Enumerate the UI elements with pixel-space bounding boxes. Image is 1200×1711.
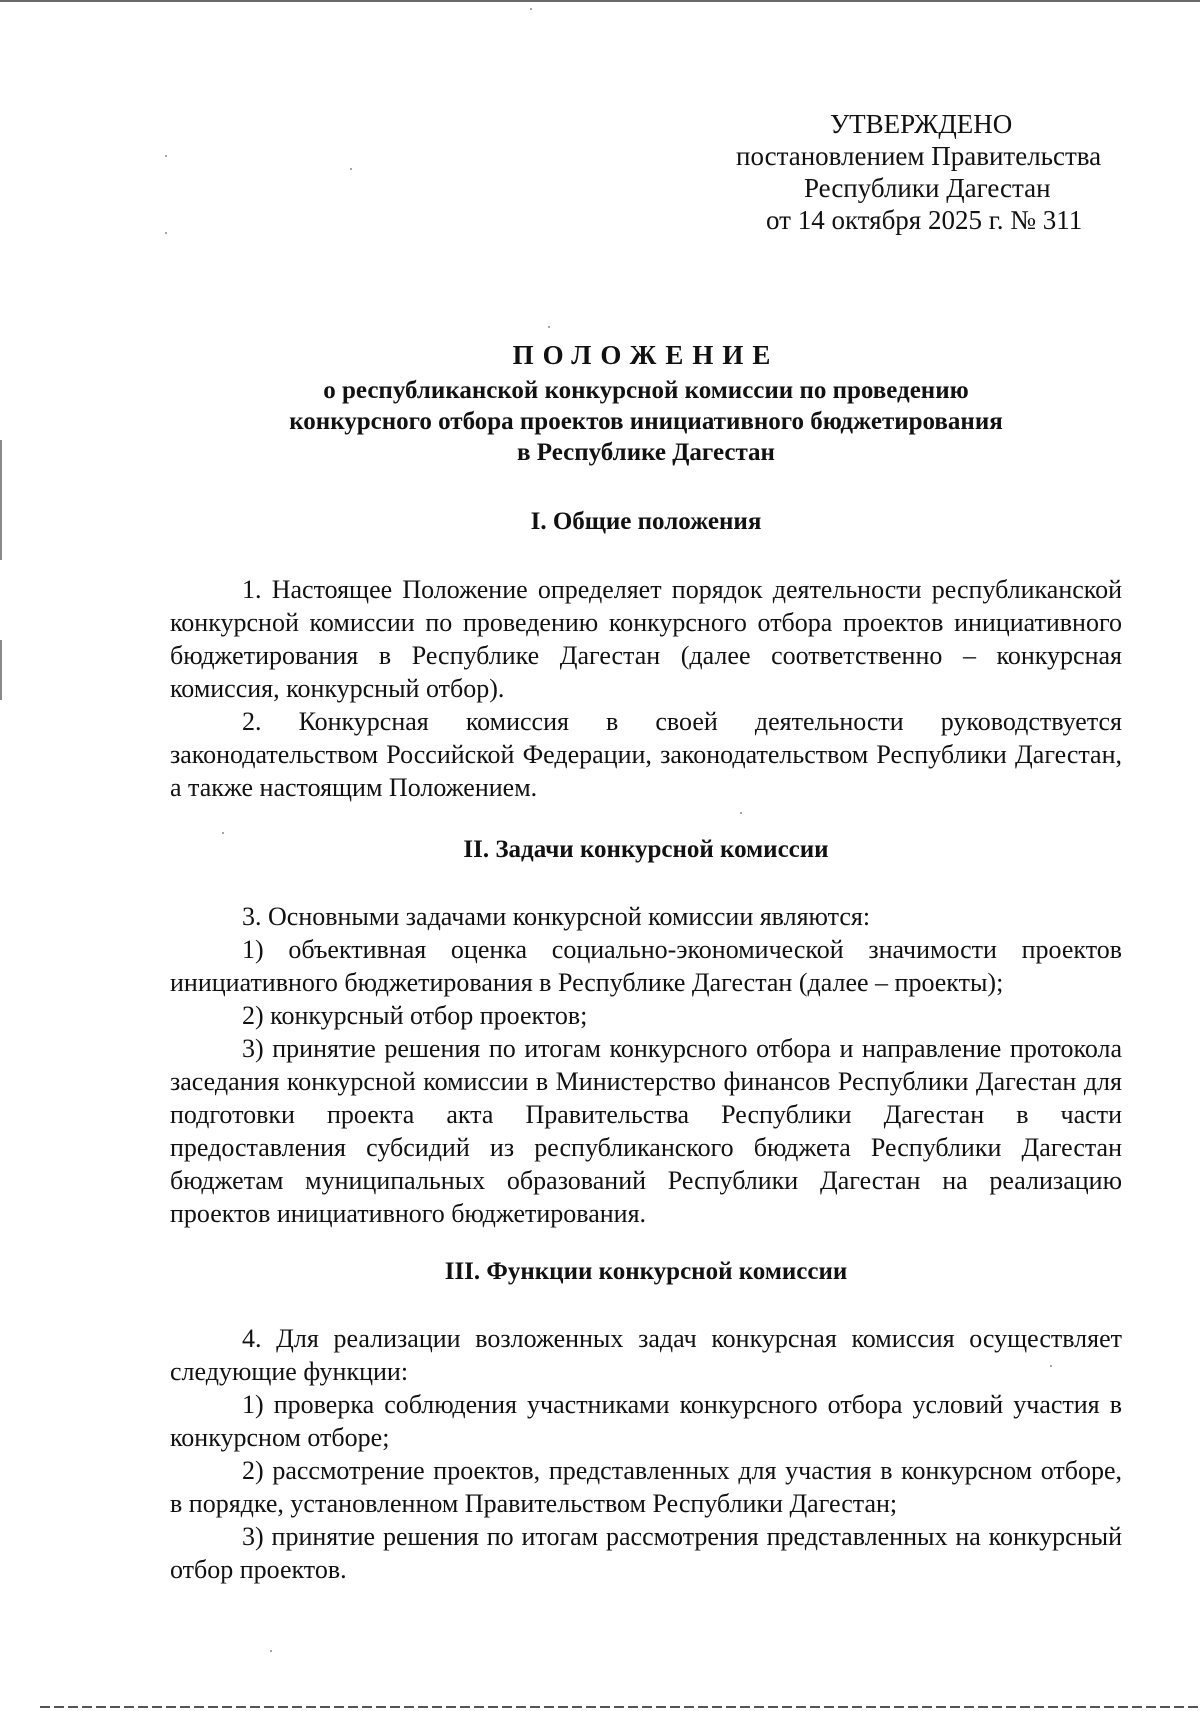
document-subtitle-line: в Республике Дагестан	[517, 439, 775, 466]
section-heading: I. Общие положения	[530, 508, 762, 535]
paragraph: 2. Конкурсная комиссия в своей деятельности руководствуется законодательством Российской Федерации, законодательством Республики Дагестан, а также настоящим Положением.	[170, 707, 1122, 802]
section-heading: III. Функции конкурсной комиссии	[444, 1258, 848, 1285]
paragraph: 3. Основными задачами конкурсной комиссии являются:	[242, 902, 871, 931]
approval-stamp-block	[700, 108, 1140, 236]
scan-speck	[530, 8, 532, 10]
paragraph: 3) принятие решения по итогам конкурсного отбора и направление протокола заседания конкурсной комиссии в Министерство финансов Республики Дагестан для подготовки проекта акта Правительства Республики Дагестан в части предоставления субсидий из республиканского бюджета Республики Дагестан бюджетам муниципальных образований Республики Дагестан на реализацию проектов инициативного бюджетирования.	[170, 1034, 1122, 1228]
paragraph: 1) проверка соблюдения участниками конкурсного отбора условий участия в конкурсном отборе;	[170, 1390, 1122, 1452]
section-heading: II. Задачи конкурсной комиссии	[463, 836, 829, 863]
scan-edge-top	[0, 0, 1200, 2]
scan-edge-bottom	[40, 1706, 1200, 1708]
document-subtitle-line: о республиканской конкурсной комиссии по проведению	[323, 377, 969, 404]
paragraph: 2) конкурсный отбор проектов;	[242, 1001, 588, 1030]
document-title-block	[170, 340, 1122, 468]
scan-speck	[165, 232, 167, 234]
scan-speck	[350, 168, 352, 170]
paragraph: 4. Для реализации возложенных задач конкурсная комиссия осуществляет следующие функции:	[170, 1324, 1122, 1386]
approval-heading: УТВЕРЖДЕНО	[830, 109, 1013, 139]
scan-edge-left	[0, 640, 2, 700]
scan-edge-left	[0, 440, 2, 560]
paragraph: 2) рассмотрение проектов, представленных для участия в конкурсном отборе, в порядке, установленном Правительством Республики Дагестан;	[170, 1456, 1122, 1518]
scan-speck	[165, 155, 167, 157]
paragraph: 1) объективная оценка социально-экономической значимости проектов инициативного бюджетирования в Республике Дагестан (далее – проекты);	[170, 935, 1122, 997]
scan-speck	[548, 326, 550, 328]
scan-speck	[740, 812, 742, 814]
approval-date-number: от 14 октября 2025 г. № 311	[766, 205, 1083, 235]
document-title: ПОЛОЖЕНИЕ	[512, 340, 780, 370]
document-subtitle-line: конкурсного отбора проектов инициативного бюджетирования	[289, 408, 1003, 435]
approval-line: Республики Дагестан	[804, 173, 1051, 203]
scan-speck	[270, 1650, 272, 1652]
approval-line: постановлением Правительства	[736, 141, 1102, 171]
paragraph: 1. Настоящее Положение определяет порядок деятельности республиканской конкурсной комиссии по проведению конкурсного отбора проектов инициативного бюджетирования в Республике Дагестан (далее соответственно – конкурсная комиссия, конкурсный отбор).	[170, 575, 1122, 703]
paragraph: 3) принятие решения по итогам рассмотрения представленных на конкурсный отбор проектов.	[170, 1522, 1122, 1584]
